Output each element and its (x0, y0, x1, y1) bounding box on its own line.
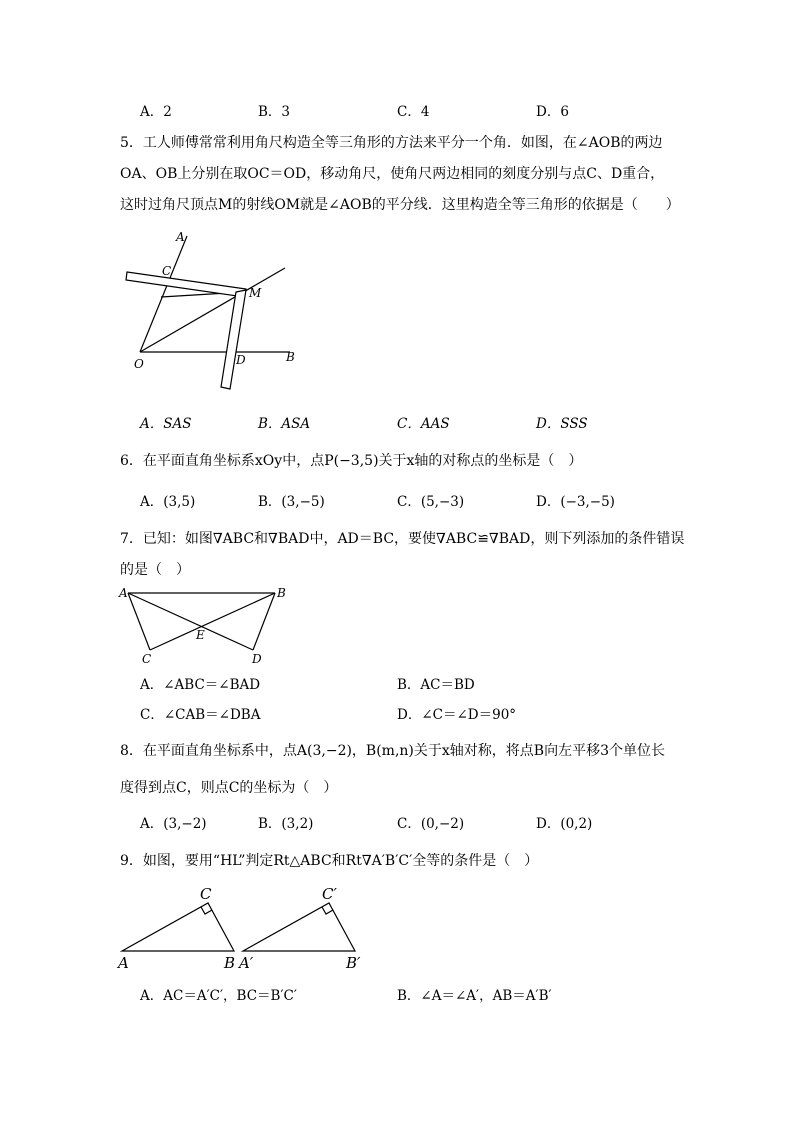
label-c: C (142, 652, 152, 666)
label-o: O (134, 357, 144, 371)
q6-option-d: D．(−3,−5) (536, 494, 615, 510)
label-c-prime: C′ (322, 885, 337, 903)
q5-option-b: B．ASA (258, 416, 311, 432)
label-e: E (196, 628, 205, 642)
q8-option-b: B．(3,2) (258, 816, 314, 832)
label-d: D (252, 652, 262, 666)
label-c: C (200, 885, 212, 903)
label-a: A (119, 586, 128, 600)
q6-option-b: B．(3,−5) (258, 494, 325, 510)
q8-option-a: A．(3,−2) (140, 816, 207, 832)
q5-stem-line-3: 这时过角尺顶点M的射线OM就是∠AOB的平分线．这里构造全等三角形的依据是（ ） (120, 197, 680, 213)
q8-option-d: D．(0,2) (536, 816, 593, 832)
q9-option-b: B．∠A＝∠A′，AB＝A′B′ (397, 988, 552, 1004)
triangle-a2b2c2 (243, 903, 355, 951)
q5-stem-line-1: 5．工人师傅常常利用角尺构造全等三角形的方法来平分一个角．如图，在∠AOB的两边 (120, 135, 663, 151)
q6-stem: 6．在平面直角坐标系xOy中，点P(−3,5)关于x轴的对称点的坐标是（ ） (120, 453, 583, 469)
q6-option-a: A．(3,5) (140, 494, 196, 510)
q7-stem-line-2: 的是（ ） (120, 562, 190, 578)
q7-option-b: B．AC＝BD (397, 677, 475, 693)
label-b: B (224, 954, 236, 972)
q8-stem-line-1: 8．在平面直角坐标系中，点A(3,−2)，B(m,n)关于x轴对称，将点B向左平移3个单位长 (120, 743, 665, 759)
q5-stem-line-2: OA、OB上分别在取OC＝OD，移动角尺，使角尺两边相同的刻度分别与点C、D重合， (120, 166, 665, 182)
label-m: M (249, 286, 262, 300)
q7-option-a: A．∠ABC＝∠BAD (140, 677, 261, 693)
q4-option-a: A．2 (140, 104, 172, 120)
q5-option-a: A．SAS (140, 416, 192, 432)
q5-option-d: D．SSS (536, 416, 588, 432)
q9-option-a: A．AC＝A′C′，BC＝B′C′ (140, 988, 297, 1004)
triangle-abc (122, 903, 234, 951)
label-a: A (176, 230, 185, 244)
q8-stem-line-2: 度得到点C，则点C的坐标为（ ） (120, 780, 338, 796)
q9-stem: 9．如图，要用“HL”判定Rt△ABC和Rt∇A′B′C′全等的条件是（ ） (120, 853, 539, 869)
q4-option-d: D．6 (536, 104, 569, 120)
label-b: B (286, 350, 295, 364)
label-b-prime: B′ (346, 954, 361, 972)
label-d: D (236, 353, 246, 367)
label-a: A (118, 954, 129, 972)
q7-option-d: D．∠C＝∠D＝90° (397, 707, 517, 723)
q4-option-c: C．4 (397, 104, 430, 120)
q6-option-c: C．(5,−3) (397, 494, 465, 510)
label-c: C (162, 264, 172, 278)
q4-option-b: B．3 (258, 104, 291, 120)
q8-option-c: C．(0,−2) (397, 816, 465, 832)
label-a-prime: A′ (239, 954, 254, 972)
label-b: B (277, 586, 286, 600)
q7-stem-line-1: 7．已知：如图∇ABC和∇BAD中，AD＝BC，要使∇ABC≌∇BAD，则下列添加的条件错误 (120, 531, 685, 547)
q5-option-c: C．AAS (397, 416, 450, 432)
q7-option-c: C．∠CAB＝∠DBA (140, 707, 261, 723)
